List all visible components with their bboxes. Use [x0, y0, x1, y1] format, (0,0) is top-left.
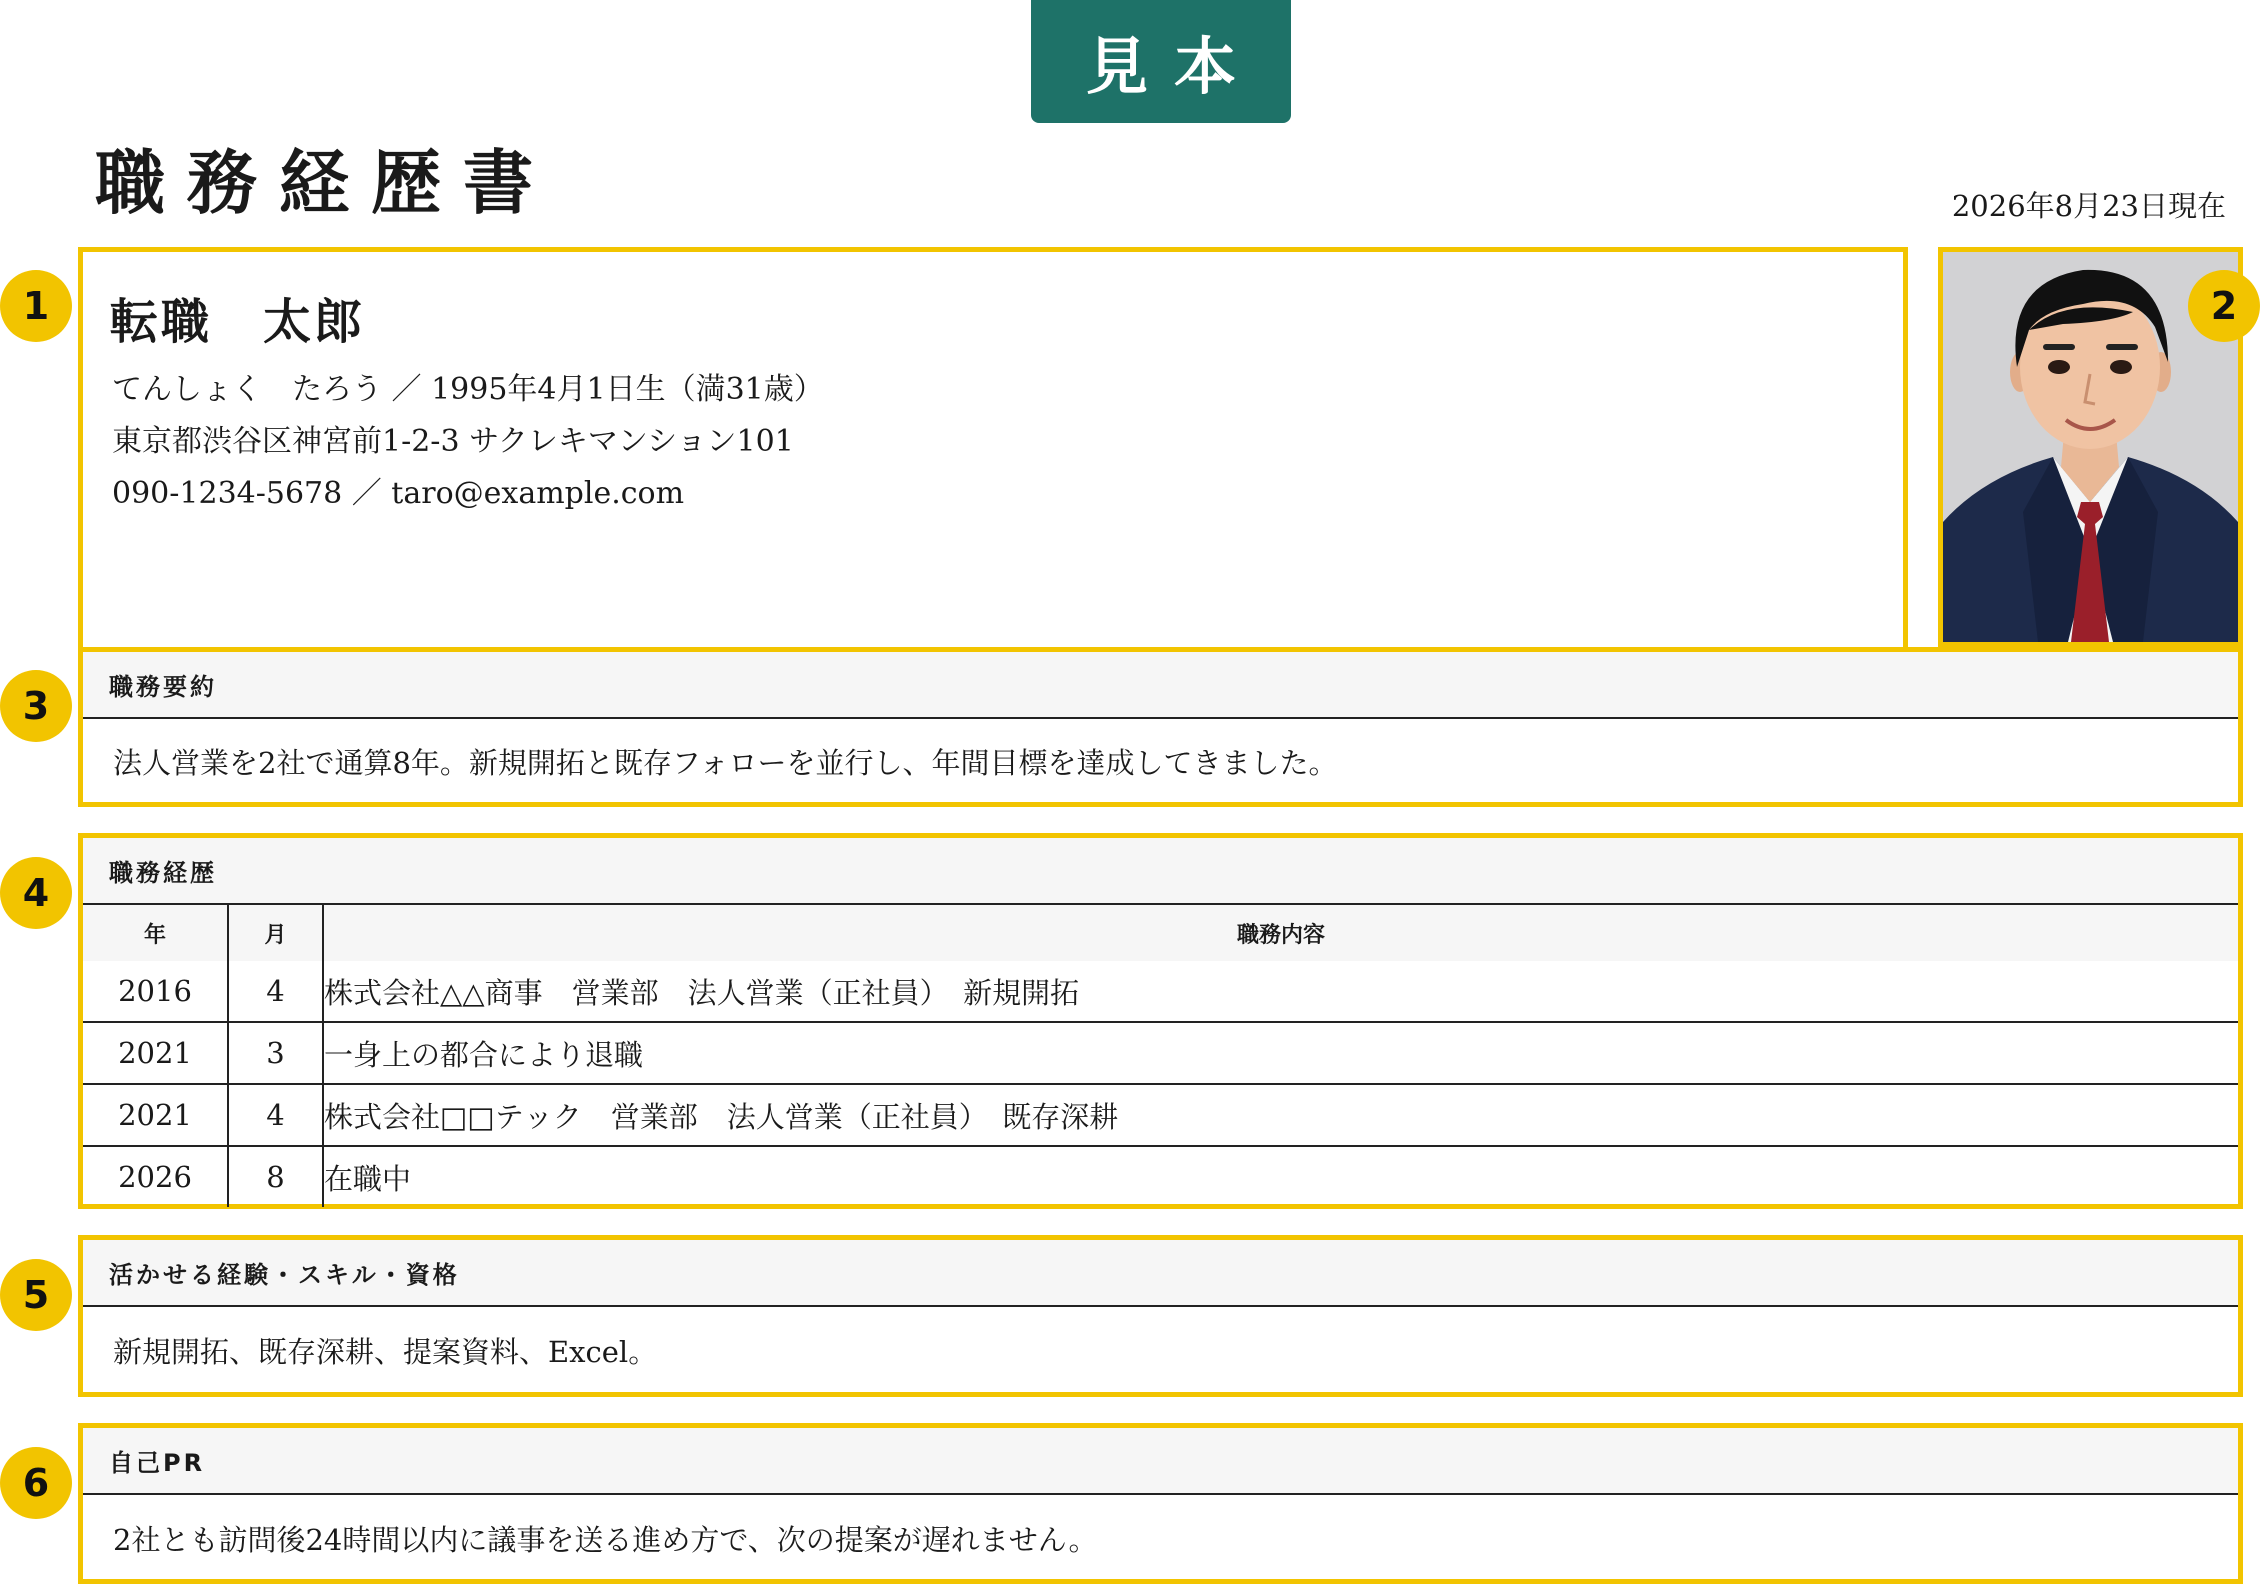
reading-birthdate: てんしょく たろう ／ 1995年4月1日生（満31歳） — [112, 372, 824, 407]
table-row — [83, 1022, 2238, 1084]
skills-text: 新規開拓、既存深耕、提案資料、Excel。 — [113, 1335, 658, 1369]
document-title: 職務経歴書 — [95, 141, 555, 224]
row-content: 一身上の都合により退職 — [323, 1022, 2238, 1084]
sample-badge: 見本 — [1031, 0, 1291, 123]
full-name: 転職 太郎 — [110, 294, 366, 350]
column-header-month: 月 — [228, 905, 323, 961]
row-content: 在職中 — [323, 1146, 2238, 1207]
marker-2: 2 — [2188, 270, 2260, 342]
skills-heading: 活かせる経験・スキル・資格 — [83, 1240, 2238, 1307]
row-month: 4 — [228, 961, 323, 1022]
summary-section — [78, 647, 2243, 807]
row-year: 2021 — [83, 1022, 228, 1084]
summary-heading: 職務要約 — [83, 652, 2238, 719]
column-header-year: 年 — [83, 905, 228, 961]
pr-section — [78, 1423, 2243, 1584]
marker-5: 5 — [0, 1259, 72, 1331]
row-year: 2016 — [83, 961, 228, 1022]
contact-info: 090-1234-5678 ／ taro@example.com — [112, 476, 685, 511]
column-header-content: 職務内容 — [323, 905, 2238, 961]
table-row — [83, 1084, 2238, 1146]
row-month: 4 — [228, 1084, 323, 1146]
table-header-row — [83, 905, 2238, 961]
row-content: 株式会社□□テック 営業部 法人営業（正社員） 既存深耕 — [323, 1084, 2238, 1146]
marker-4: 4 — [0, 857, 72, 929]
row-month: 8 — [228, 1146, 323, 1207]
row-month: 3 — [228, 1022, 323, 1084]
marker-6: 6 — [0, 1447, 72, 1519]
summary-text: 法人営業を2社で通算8年。新規開拓と既存フォローを並行し、年間目標を達成してきました。 — [113, 746, 1338, 780]
marker-1: 1 — [0, 270, 72, 342]
table-row — [83, 961, 2238, 1022]
history-table — [83, 905, 2238, 1207]
row-year: 2026 — [83, 1146, 228, 1207]
skills-section — [78, 1235, 2243, 1397]
table-row — [83, 1146, 2238, 1207]
pr-text: 2社とも訪問後24時間以内に議事を送る進め方で、次の提案が遅れません。 — [113, 1522, 1098, 1557]
history-section — [78, 833, 2243, 1209]
document-date: 2026年8月23日現在 — [1951, 189, 2226, 223]
marker-3: 3 — [0, 670, 72, 742]
history-heading: 職務経歴 — [83, 838, 2238, 905]
address: 東京都渋谷区神宮前1-2-3 サクレキマンション101 — [112, 424, 794, 459]
row-content: 株式会社△△商事 営業部 法人営業（正社員） 新規開拓 — [324, 975, 1080, 1010]
pr-heading: 自己PR — [83, 1428, 2238, 1495]
row-year: 2021 — [83, 1084, 228, 1146]
